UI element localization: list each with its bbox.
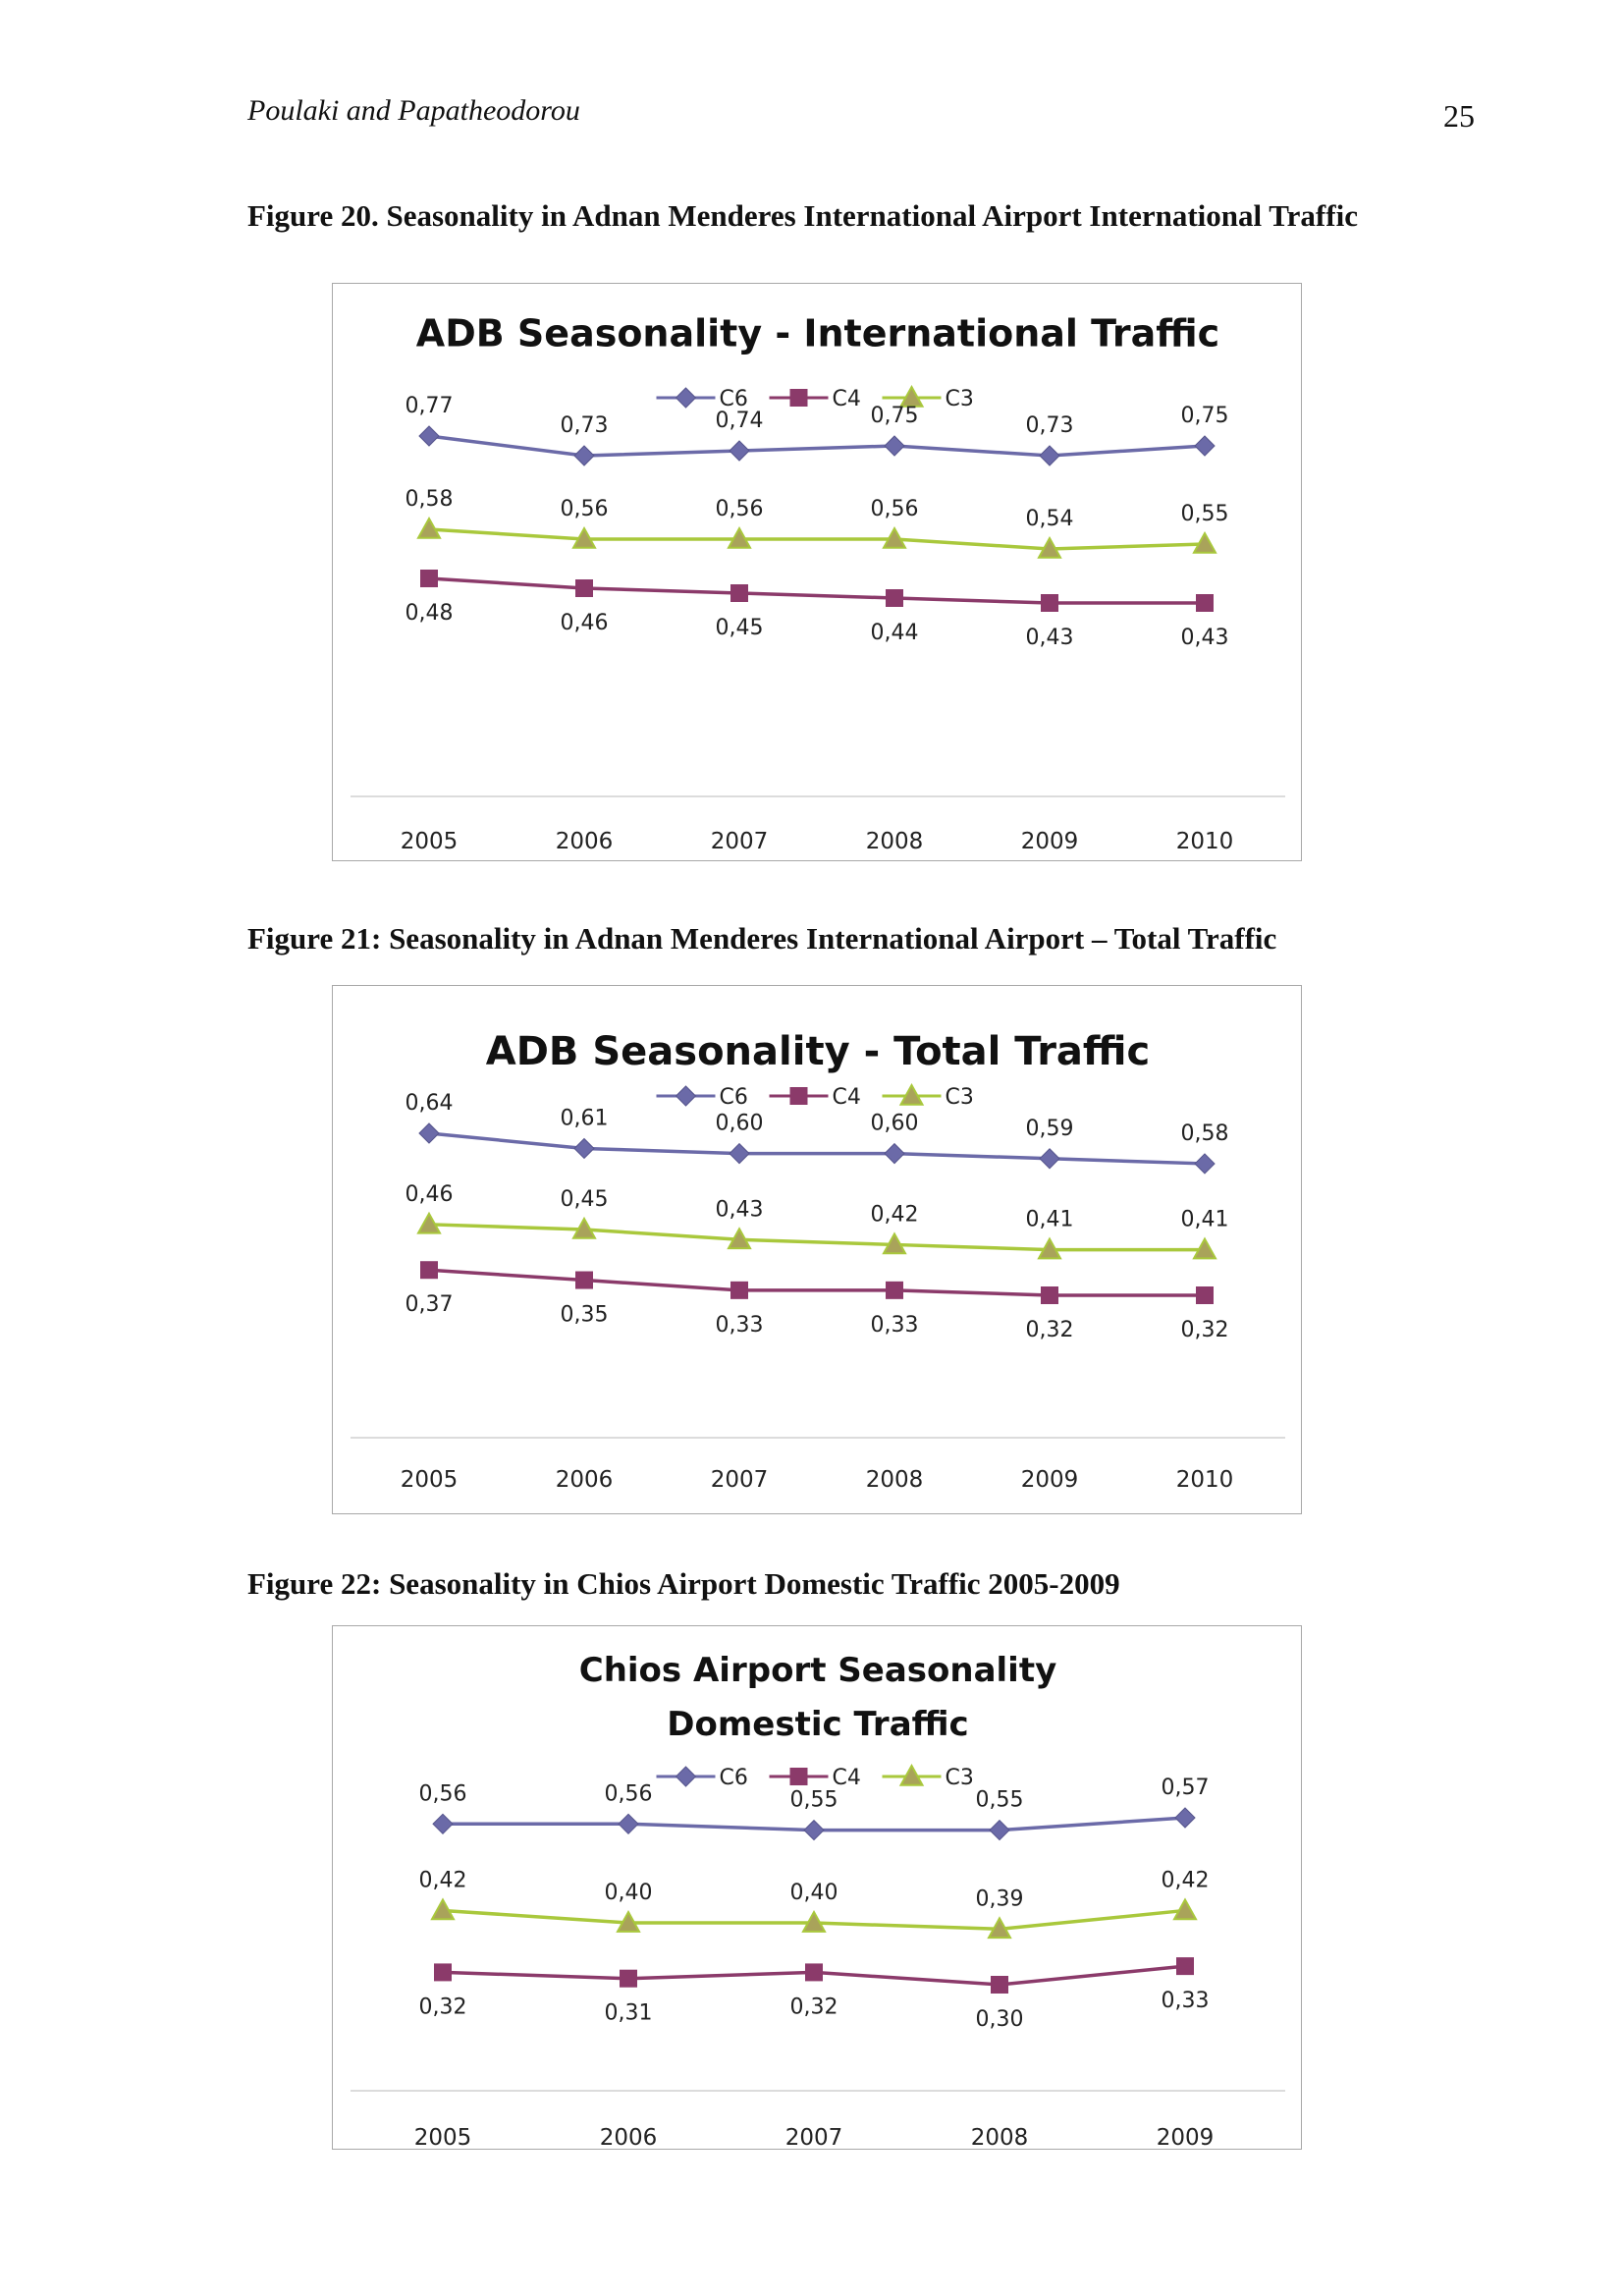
data-point-c4 xyxy=(420,570,438,587)
legend-label-c6: C6 xyxy=(719,1766,748,1790)
legend-label-c4: C4 xyxy=(832,387,861,411)
category-label: 2005 xyxy=(400,1467,459,1493)
chart-chios-domestic-svg xyxy=(333,1626,1303,2151)
data-point-c4 xyxy=(805,1963,823,1981)
data-label-c6: 0,56 xyxy=(604,1781,653,1807)
data-label-c6: 0,55 xyxy=(975,1787,1024,1813)
data-point-c4 xyxy=(420,1261,438,1279)
data-point-c6 xyxy=(990,1821,1009,1840)
legend-marker-c4 xyxy=(790,389,808,407)
legend-label-c3: C3 xyxy=(945,387,974,411)
category-label: 2008 xyxy=(865,829,924,854)
category-label: 2009 xyxy=(1020,1467,1079,1493)
category-label: 2009 xyxy=(1020,829,1079,854)
chart-title: Domestic Traffic xyxy=(667,1704,969,1744)
data-label-c3: 0,54 xyxy=(1025,507,1074,531)
figure-20-caption: Figure 20. Seasonality in Adnan Menderes International Airport International Traffic xyxy=(247,198,1358,233)
data-label-c6: 0,55 xyxy=(789,1787,838,1813)
data-label-c3: 0,56 xyxy=(715,497,764,521)
data-label-c6: 0,57 xyxy=(1161,1776,1210,1800)
data-label-c6: 0,75 xyxy=(1180,404,1229,428)
legend-label-c6: C6 xyxy=(719,387,748,411)
figure-21-caption: Figure 21: Seasonality in Adnan Menderes International Airport – Total Traffic xyxy=(247,921,1277,956)
legend-label-c3: C3 xyxy=(945,1085,974,1110)
data-label-c4: 0,48 xyxy=(405,601,454,626)
data-label-c3: 0,41 xyxy=(1025,1207,1074,1232)
data-point-c6 xyxy=(1040,446,1059,465)
data-point-c4 xyxy=(886,1282,903,1299)
data-point-c6 xyxy=(730,1144,749,1164)
series-line-c4 xyxy=(429,578,1205,603)
data-label-c3: 0,43 xyxy=(715,1197,764,1223)
data-point-c3 xyxy=(1174,1899,1196,1919)
data-label-c3: 0,42 xyxy=(418,1868,467,1893)
chart-adb-total xyxy=(332,985,1302,1514)
data-label-c6: 0,75 xyxy=(870,404,919,428)
data-label-c6: 0,56 xyxy=(418,1781,467,1807)
legend-marker-c6 xyxy=(676,1086,696,1106)
chart-adb-total-svg xyxy=(333,986,1303,1515)
data-point-c4 xyxy=(575,1272,593,1289)
chart-title: Chios Airport Seasonality xyxy=(578,1650,1057,1690)
category-label: 2007 xyxy=(784,2125,843,2151)
chart-adb-international-svg xyxy=(333,284,1303,862)
data-point-c6 xyxy=(1040,1149,1059,1169)
data-label-c6: 0,77 xyxy=(405,394,454,418)
data-label-c6: 0,64 xyxy=(405,1091,454,1116)
category-label: 2008 xyxy=(865,1467,924,1493)
data-label-c3: 0,58 xyxy=(405,487,454,512)
series-line-c3 xyxy=(429,529,1205,549)
series-line-c6 xyxy=(429,436,1205,456)
data-label-c6: 0,73 xyxy=(1025,413,1074,438)
running-head: Poulaki and Papatheodorou xyxy=(247,94,580,127)
data-label-c4: 0,43 xyxy=(1025,626,1074,650)
data-label-c4: 0,32 xyxy=(1025,1318,1074,1342)
category-label: 2007 xyxy=(710,1467,769,1493)
data-point-c6 xyxy=(885,1144,904,1164)
data-label-c4: 0,37 xyxy=(405,1292,454,1318)
legend-label-c4: C4 xyxy=(832,1766,861,1790)
chart-chios-domestic xyxy=(332,1625,1302,2150)
data-label-c4: 0,45 xyxy=(715,616,764,640)
data-label-c3: 0,56 xyxy=(870,497,919,521)
category-label: 2009 xyxy=(1156,2125,1215,2151)
data-label-c3: 0,55 xyxy=(1180,502,1229,526)
category-label: 2005 xyxy=(413,2125,472,2151)
data-label-c6: 0,60 xyxy=(715,1111,764,1136)
category-label: 2006 xyxy=(555,1467,614,1493)
category-label: 2008 xyxy=(970,2125,1029,2151)
data-point-c4 xyxy=(1196,1286,1214,1304)
data-point-c4 xyxy=(1196,594,1214,612)
data-point-c6 xyxy=(1175,1808,1195,1828)
category-label: 2006 xyxy=(599,2125,658,2151)
data-point-c6 xyxy=(1195,436,1215,456)
data-point-c6 xyxy=(885,436,904,456)
data-label-c4: 0,33 xyxy=(870,1312,919,1338)
category-label: 2006 xyxy=(555,829,614,854)
figure-22-caption: Figure 22: Seasonality in Chios Airport Domestic Traffic 2005-2009 xyxy=(247,1566,1120,1601)
chart-title: ADB Seasonality - Total Traffic xyxy=(485,1029,1151,1074)
data-label-c4: 0,33 xyxy=(715,1312,764,1338)
data-point-c6 xyxy=(574,446,594,465)
data-point-c4 xyxy=(620,1970,637,1988)
data-label-c6: 0,58 xyxy=(1180,1121,1229,1146)
data-label-c3: 0,42 xyxy=(1161,1868,1210,1893)
data-label-c4: 0,33 xyxy=(1161,1989,1210,2014)
legend-marker-c6 xyxy=(676,388,696,408)
data-label-c6: 0,59 xyxy=(1025,1116,1074,1141)
legend-label-c4: C4 xyxy=(832,1085,861,1110)
data-label-c3: 0,40 xyxy=(789,1881,838,1906)
data-label-c4: 0,32 xyxy=(1180,1318,1229,1342)
data-label-c6: 0,60 xyxy=(870,1111,919,1136)
legend-marker-c4 xyxy=(790,1087,808,1105)
data-label-c3: 0,56 xyxy=(560,497,609,521)
data-point-c4 xyxy=(1041,594,1058,612)
data-label-c4: 0,32 xyxy=(789,1995,838,2020)
category-label: 2007 xyxy=(710,829,769,854)
data-label-c4: 0,32 xyxy=(418,1995,467,2020)
data-point-c4 xyxy=(730,584,748,602)
data-label-c3: 0,40 xyxy=(604,1881,653,1906)
data-label-c4: 0,44 xyxy=(870,621,919,645)
legend-label-c6: C6 xyxy=(719,1085,748,1110)
data-label-c6: 0,73 xyxy=(560,413,609,438)
data-point-c6 xyxy=(574,1138,594,1158)
chart-title: ADB Seasonality - International Traffic xyxy=(415,311,1220,355)
category-label: 2010 xyxy=(1175,829,1234,854)
data-point-c4 xyxy=(575,579,593,597)
data-point-c6 xyxy=(433,1814,453,1833)
legend-marker-c6 xyxy=(676,1767,696,1786)
data-label-c4: 0,30 xyxy=(975,2007,1024,2032)
data-point-c6 xyxy=(730,441,749,461)
data-label-c6: 0,61 xyxy=(560,1106,609,1131)
data-label-c3: 0,39 xyxy=(975,1886,1024,1912)
page-number: 25 xyxy=(1443,98,1475,134)
data-point-c4 xyxy=(1041,1286,1058,1304)
data-label-c4: 0,46 xyxy=(560,611,609,635)
data-point-c4 xyxy=(886,589,903,607)
data-point-c6 xyxy=(419,1123,439,1143)
legend-label-c3: C3 xyxy=(945,1766,974,1790)
series-line-c6 xyxy=(429,1133,1205,1164)
series-line-c4 xyxy=(429,1270,1205,1295)
data-label-c6: 0,74 xyxy=(715,409,764,433)
chart-adb-international xyxy=(332,283,1302,861)
data-point-c6 xyxy=(619,1814,638,1833)
data-point-c6 xyxy=(419,426,439,446)
data-label-c3: 0,41 xyxy=(1180,1207,1229,1232)
page-header xyxy=(247,94,1475,134)
data-label-c3: 0,45 xyxy=(560,1186,609,1212)
data-label-c4: 0,43 xyxy=(1180,626,1229,650)
series-line-c3 xyxy=(429,1225,1205,1250)
data-point-c4 xyxy=(1176,1957,1194,1975)
data-point-c6 xyxy=(1195,1154,1215,1174)
data-point-c4 xyxy=(730,1282,748,1299)
data-label-c3: 0,46 xyxy=(405,1181,454,1207)
data-label-c3: 0,42 xyxy=(870,1202,919,1228)
category-label: 2005 xyxy=(400,829,459,854)
category-label: 2010 xyxy=(1175,1467,1234,1493)
data-point-c4 xyxy=(991,1976,1008,1994)
data-label-c4: 0,31 xyxy=(604,2000,653,2026)
data-point-c6 xyxy=(804,1821,824,1840)
data-point-c4 xyxy=(434,1963,452,1981)
data-label-c4: 0,35 xyxy=(560,1302,609,1328)
legend-marker-c4 xyxy=(790,1768,808,1785)
